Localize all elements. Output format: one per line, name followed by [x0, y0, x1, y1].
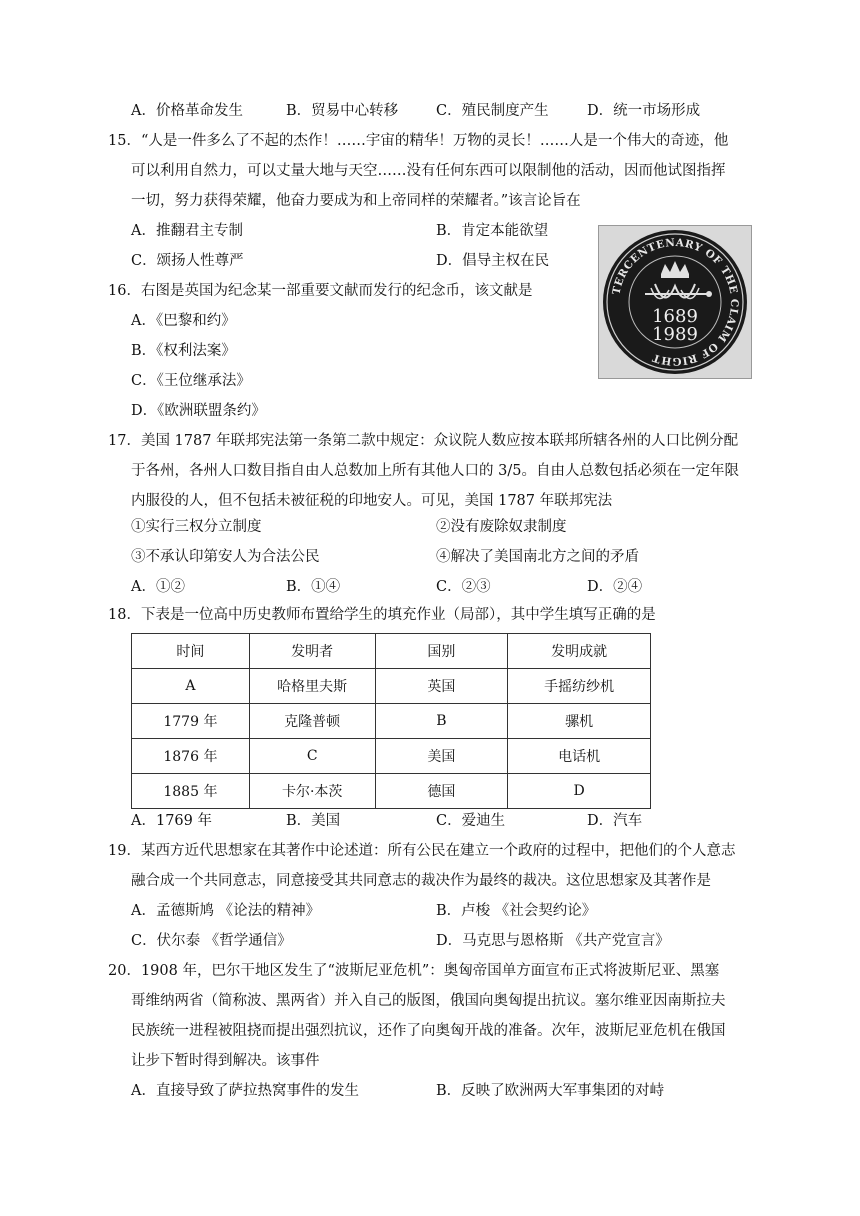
q16-stem: 16．右图是英国为纪念某一部重要文献而发行的纪念币，该文献是 [108, 283, 533, 299]
q17-stem-line-1: 17．美国 1787 年联邦宪法第一条第二款中规定：众议院人数应按本联邦所辖各州的人口比例分配 [108, 433, 739, 449]
q19-option-a: A．孟德斯鸠 《论法的精神》 [131, 903, 321, 919]
table-cell: 卡尔·本茨 [249, 774, 375, 809]
table-header-cell: 发明成就 [508, 634, 651, 669]
q20-stem-line-4: 让步下暂时得到解决。该事件 [131, 1053, 320, 1069]
q17-statement-1: ①实行三权分立制度 [131, 519, 262, 535]
coin-year-2: 1989 [652, 324, 698, 345]
table-cell: 英国 [375, 669, 508, 704]
q15-stem-line-2: 可以利用自然力，可以丈量大地与天空……没有任何东西可以限制他的活动，因而他试图指挥 [131, 163, 726, 179]
q19-option-b: B．卢梭 《社会契约论》 [436, 903, 597, 919]
table-cell: 1876 年 [132, 739, 250, 774]
coin-year-1: 1689 [652, 306, 698, 327]
q15-option-d: D．倡导主权在民 [436, 253, 550, 269]
q16-option-d: D．《欧洲联盟条约》 [131, 403, 266, 419]
q17-statement-2: ②没有废除奴隶制度 [436, 519, 567, 535]
table-cell: A [132, 669, 250, 704]
q18-option-d: D．汽车 [587, 813, 643, 829]
table-cell: 德国 [375, 774, 508, 809]
q17-stem-line-2: 于各州，各州人口数目指自由人总数加上所有其他人口的 3/5。自由人总数包括必须在一定年限 [131, 463, 739, 479]
q16-option-c: C．《王位继承法》 [131, 373, 251, 389]
table-row [132, 669, 651, 704]
q16-option-a: A．《巴黎和约》 [131, 313, 236, 329]
table-header-cell: 国别 [375, 634, 508, 669]
q20-option-a: A．直接导致了萨拉热窝事件的发生 [131, 1083, 359, 1099]
q20-option-b: B．反映了欧洲两大军事集团的对峙 [436, 1083, 665, 1099]
q17-stem-line-3: 内服役的人，但不包括未被征税的印地安人。可见，美国 1787 年联邦宪法 [131, 493, 613, 509]
table-cell: C [249, 739, 375, 774]
q15-option-b: B．肯定本能欲望 [436, 223, 549, 239]
table-header-row [132, 634, 651, 669]
table-row [132, 739, 651, 774]
table-cell: 骡机 [508, 704, 651, 739]
q14-option-b: B．贸易中心转移 [286, 103, 399, 119]
q17-statement-3: ③不承认印第安人为合法公民 [131, 549, 320, 565]
q15-stem-line-1: 15．“人是一件多么了不起的杰作！……宇宙的精华！万物的灵长！……人是一个伟大的奇迹，他 [108, 133, 729, 149]
table-cell: 手摇纺纱机 [508, 669, 651, 704]
q20-stem-line-3: 民族统一进程被阻挠而提出强烈抗议，还作了向奥匈开战的准备。次年，波斯尼亚危机在俄国 [131, 1023, 726, 1039]
q17-statement-4: ④解决了美国南北方之间的矛盾 [436, 549, 639, 565]
q15-option-a: A．推翻君主专制 [131, 223, 243, 239]
table-cell: 美国 [375, 739, 508, 774]
q17-option-a: A．①② [131, 579, 185, 595]
table-cell: 1779 年 [132, 704, 250, 739]
q16-option-b: B．《权利法案》 [131, 343, 236, 359]
table-cell: B [375, 704, 508, 739]
table-cell: 1885 年 [132, 774, 250, 809]
table-header-cell: 时间 [132, 634, 250, 669]
q17-option-b: B．①④ [286, 579, 341, 595]
commemorative-coin-image [598, 225, 752, 379]
table-cell: 哈格里夫斯 [249, 669, 375, 704]
coin-ring-text: TERCENTENARY OF THE CLAIM OF RIGHT [610, 236, 741, 368]
q19-option-d: D．马克思与恩格斯 《共产党宣言》 [436, 933, 670, 949]
q18-option-a: A．1769 年 [131, 813, 212, 829]
q14-option-d: D．统一市场形成 [587, 103, 701, 119]
q14-option-a: A．价格革命发生 [131, 103, 243, 119]
q17-option-c: C．②③ [436, 579, 491, 595]
invention-table [131, 633, 651, 809]
q20-stem-line-2: 哥维纳两省（简称波、黑两省）并入自己的版图，俄国向奥匈提出抗议。塞尔维亚因南斯拉夫 [131, 993, 726, 1009]
q18-stem: 18．下表是一位高中历史教师布置给学生的填充作业（局部），其中学生填写正确的是 [108, 607, 656, 623]
q17-option-d: D．②④ [587, 579, 643, 595]
q19-option-c: C．伏尔泰 《哲学通信》 [131, 933, 292, 949]
table-cell: D [508, 774, 651, 809]
table-row [132, 774, 651, 809]
q15-option-c: C．颂扬人性尊严 [131, 253, 244, 269]
q19-stem-line-1: 19．某西方近代思想家在其著作中论述道：所有公民在建立一个政府的过程中，把他们的个人意志 [108, 843, 736, 859]
table-header-cell: 发明者 [249, 634, 375, 669]
q18-option-c: C．爱迪生 [436, 813, 506, 829]
q18-option-b: B．美国 [286, 813, 341, 829]
table-row [132, 704, 651, 739]
q15-stem-line-3: 一切，努力获得荣耀，他奋力要成为和上帝同样的荣耀者。”该言论旨在 [131, 193, 581, 209]
q20-stem-line-1: 20．1908 年，巴尔干地区发生了“波斯尼亚危机”：奥匈帝国单方面宣布正式将波斯尼亚、黑塞 [108, 963, 720, 979]
table-cell: 电话机 [508, 739, 651, 774]
q14-option-c: C．殖民制度产生 [436, 103, 549, 119]
q19-stem-line-2: 融合成一个共同意志，同意接受其共同意志的裁决作为最终的裁决。这位思想家及其著作是 [131, 873, 711, 889]
coin-icon [599, 226, 751, 378]
table-cell: 克隆普顿 [249, 704, 375, 739]
